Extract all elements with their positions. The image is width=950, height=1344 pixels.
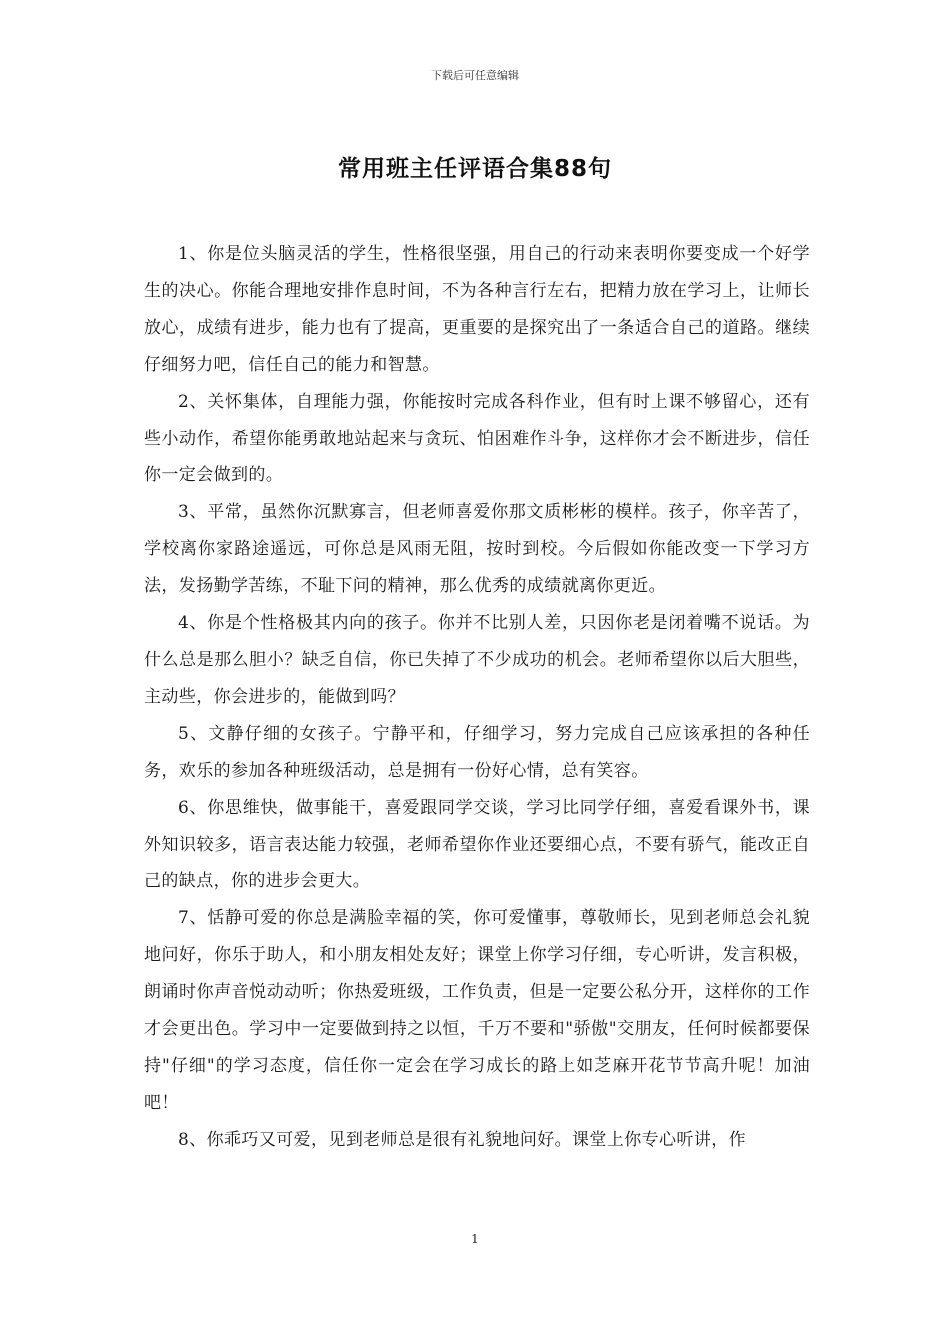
document-body [144, 236, 810, 1159]
comment-paragraph-4: 4、你是个性格极其内向的孩子。你并不比别人差，只因你老是闭着嘴不说话。为什么总是那么胆小？缺乏自信，你已失掉了不少成功的机会。老师希望你以后大胆些，主动些，你会进步的，能做到吗？ [144, 613, 810, 707]
document-title: 常用班主任评语合集88句 [337, 156, 612, 182]
comment-paragraph-6: 6、你思维快，做事能干，喜爱跟同学交谈，学习比同学仔细，喜爱看课外书，课外知识较多，语言表达能力较强，老师希望你作业还要细心点，不要有骄气，能改正自己的缺点，你的进步会更大。 [144, 797, 810, 892]
comment-paragraph-3: 3、平常，虽然你沉默寡言，但老师喜爱你那文质彬彬的模样。孩子，你辛苦了，学校离你家路途遥远，可你总是风雨无阻，按时到校。今后假如你能改变一下学习方法，发扬勤学苦练，不耻下问的精神，那么优秀的成绩就离你更近。 [144, 502, 810, 597]
comment-paragraph-7: 7、恬静可爱的你总是满脸幸福的笑，你可爱懂事，尊敬师长，见到老师总会礼貌地问好，你乐于助人，和小朋友相处友好；课堂上你学习仔细，专心听讲，发言积极，朗诵时你声音悦动动听；你热爱班级，工作负责，但是一定要公私分开，这样你的工作才会更出色。学习中一定要做到持之以恒，千万不要和"骄傲"交朋友，任何时候都要保持"仔细"的学习态度，信任你一定会在学习成长的路上如芝麻开花节节高升呢！加油吧！ [144, 908, 810, 1113]
comment-paragraph-5: 5、文静仔细的女孩子。宁静平和，仔细学习，努力完成自己应该承担的各种任务，欢乐的参加各种班级活动，总是拥有一份好心情，总有笑容。 [144, 723, 810, 781]
comment-paragraph-8: 8、你乖巧又可爱，见到老师总是很有礼貌地问好。课堂上你专心听讲，作 [178, 1129, 747, 1150]
page-number: 1 [471, 1232, 479, 1246]
comment-paragraph-1: 1、你是位头脑灵活的学生，性格很坚强，用自己的行动来表明你要变成一个好学生的决心。你能合理地安排作息时间，不为各种言行左右，把精力放在学习上，让师长放心，成绩有进步，能力也有了提高，更重要的是探究出了一条适合自己的道路。继续仔细努力吧，信任自己的能力和智慧。 [144, 244, 810, 375]
comment-paragraph-2: 2、关怀集体，自理能力强，你能按时完成各科作业，但有时上课不够留心，还有些小动作，希望你能勇敢地站起来与贪玩、怕困难作斗争，这样你才会不断进步，信任你一定会做到的。 [144, 391, 810, 486]
header-note: 下载后可任意编辑 [431, 69, 519, 82]
